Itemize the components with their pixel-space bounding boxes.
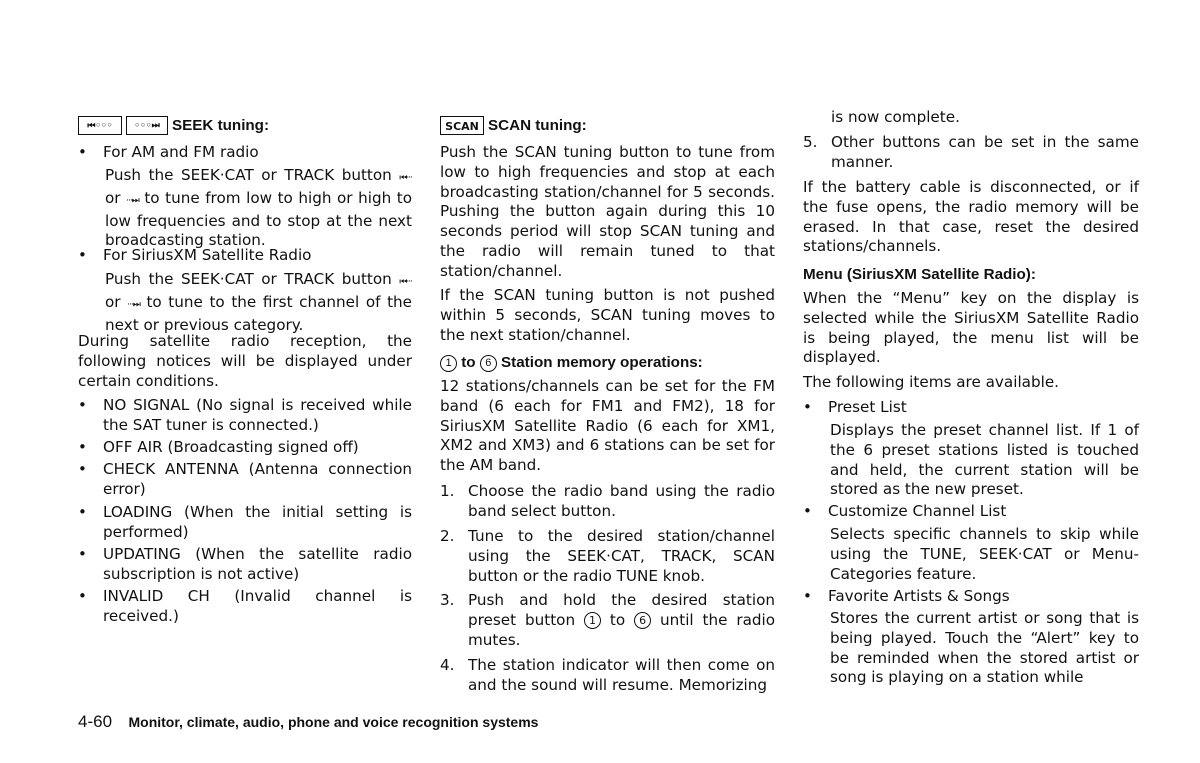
scan-paragraph-2: If the SCAN tuning button is not pushed within 5 seconds, SCAN tuning moves to the next station/channel. <box>440 286 775 344</box>
footer-title: Monitor, climate, audio, phone and voice recognition systems <box>128 714 539 730</box>
seek-heading-row <box>78 116 412 136</box>
notice-item: • INVALID CH (Invalid channel is received.) <box>78 587 412 627</box>
item-label: • Favorite Artists & Songs <box>803 587 1139 607</box>
preset-6-icon: 6 <box>480 355 497 372</box>
step-item: 3. Push and hold the desired station preset button 1 to 6 until the radio mutes. <box>440 591 776 649</box>
seek-right-button-icon: ◦◦◦⏭ <box>126 116 168 135</box>
bullet-siriusxm: • For SiriusXM Satellite Radio <box>78 246 412 266</box>
notice-item: • LOADING (When the initial setting is performed) <box>78 503 412 543</box>
items-intro: The following items are available. <box>803 373 1059 391</box>
siriusxm-description: Push the SEEK·CAT or TRACK button ⏮··· or ···⏭ to tune to the first channel of the next or previous category. <box>105 270 412 334</box>
step-item: 1. Choose the radio band using the radio band select button. <box>440 482 775 520</box>
step-item: 5. Other buttons can be set in the same manner. <box>803 133 1139 171</box>
seek-forward-glyph-icon: ···⏭ <box>127 299 140 310</box>
seek-back-glyph-icon: ⏮··· <box>399 277 412 287</box>
notice-item: • NO SIGNAL (No signal is received while the SAT tuner is connected.) <box>78 396 412 436</box>
preset-1-icon: 1 <box>584 612 601 629</box>
seek-left-button-icon: ⏮◦◦◦ <box>78 116 122 135</box>
notice-item: • UPDATING (When the satellite radio subscription is not active) <box>78 545 412 585</box>
item-description: Stores the current artist or song that is being played. Touch the “Alert” key to be reminded when the stored artist or song is playing on a station while <box>830 609 1139 687</box>
bullet-am-fm: • For AM and FM radio <box>78 143 412 163</box>
menu-heading: Menu (SiriusXM Satellite Radio): <box>803 266 1036 283</box>
seek-heading: SEEK tuning: <box>172 117 270 134</box>
preset-6-icon: 6 <box>634 612 651 629</box>
step-item: 2. Tune to the desired station/channel using the SEEK·CAT, TRACK, SCAN button or the radio TUNE knob. <box>440 527 775 585</box>
step-item: 4. The station indicator will then come on and the sound will resume. Memorizing <box>440 656 775 694</box>
satellite-reception-paragraph: During satellite radio reception, the following notices will be displayed under certain conditions. <box>78 332 412 390</box>
item-label: • Preset List <box>803 398 1139 418</box>
scan-paragraph-1: Push the SCAN tuning button to tune from low to high frequencies and stop at each broadcasting station/channel for 5 seconds. Pushing the button again during this 10 seconds period will stop SCAN tuning and the radio will remain tuned to that station/channel. <box>440 143 775 280</box>
item-label: • Customize Channel List <box>803 502 1139 522</box>
seek-back-glyph-icon: ⏮··· <box>399 173 412 183</box>
battery-paragraph: If the battery cable is disconnected, or if the fuse opens, the radio memory will be erased. In that case, reset the desired stations/channels. <box>803 178 1139 256</box>
notice-item: • OFF AIR (Broadcasting signed off) <box>78 438 412 458</box>
scan-button-icon: SCAN <box>440 116 484 135</box>
continued-text: is now complete. <box>831 108 960 126</box>
memory-paragraph: 12 stations/channels can be set for the FM band (6 each for FM1 and FM2), 18 for SiriusXM Satellite Radio (6 each for XM1, XM2 and XM3) and 6 stations can be set for the AM band. <box>440 377 775 475</box>
memory-heading-row: 1 to 6 Station memory operations: <box>440 353 775 373</box>
menu-paragraph: When the “Menu” key on the display is selected while the SiriusXM Satellite Radio is being played, the menu list will be displayed. <box>803 289 1139 367</box>
item-description: Selects specific channels to skip while using the TUNE, SEEK·CAT or Menu-Categories feature. <box>830 525 1139 583</box>
scan-heading: SCAN tuning: <box>488 117 587 134</box>
seek-forward-glyph-icon: ···⏭ <box>126 195 139 206</box>
page-number: 4-60 <box>78 712 113 731</box>
item-description: Displays the preset channel list. If 1 of the 6 preset stations listed is touched and held, the current station will be stored as the new preset. <box>830 421 1139 499</box>
preset-1-icon: 1 <box>440 355 457 372</box>
page-footer <box>78 712 778 732</box>
memory-heading: Station memory operations: <box>501 354 703 371</box>
notice-item: • CHECK ANTENNA (Antenna connection error) <box>78 460 412 500</box>
scan-heading-row <box>440 116 775 136</box>
am-fm-description: Push the SEEK·CAT or TRACK button ⏮··· or ···⏭ to tune from low to high or high to low frequencies and to stop at the next broadcasting station. <box>105 166 413 250</box>
